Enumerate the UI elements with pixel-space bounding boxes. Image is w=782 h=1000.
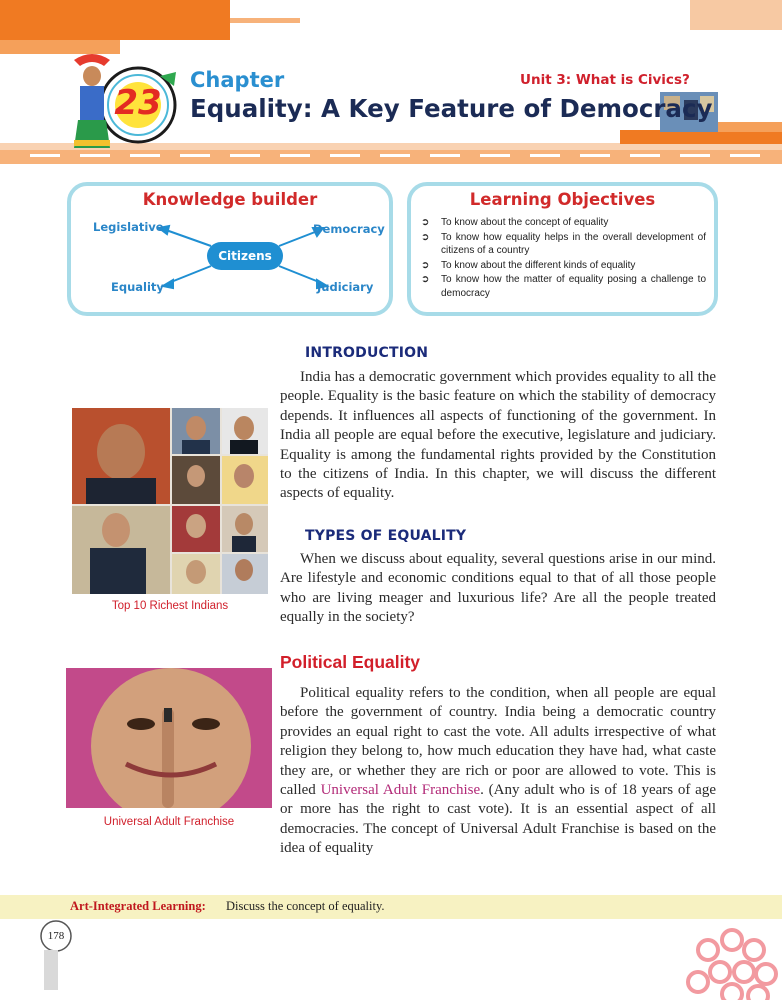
concept-democracy: Democracy <box>313 222 385 236</box>
voter-photo <box>66 668 272 808</box>
concept-judiciary: Judiciary <box>317 280 374 294</box>
chapter-title: Equality: A Key Feature of Democracy <box>190 94 713 123</box>
political-equality-heading: Political Equality <box>280 652 421 672</box>
arrow-bullet-icon: ➲ <box>421 217 430 228</box>
types-paragraph: When we discuss about equality, several questions arise in our mind. Are lifestyle and economic conditions equal to that of all those people who are living meager and luxurious life? Are all the people treated equally in the society? <box>280 551 716 626</box>
franchise-caption: Universal Adult Franchise <box>103 816 235 828</box>
learning-objectives-box <box>407 182 718 316</box>
richest-indians-caption: Top 10 Richest Indians <box>111 600 229 612</box>
art-integrated-text: Discuss the concept of equality. <box>226 899 385 913</box>
arrow-bullet-icon: ➲ <box>421 231 430 243</box>
richest-indians-collage <box>72 408 268 594</box>
universal-adult-franchise-term: Universal Adult Franchise <box>320 782 481 799</box>
chapter-label: Chapter <box>190 68 285 92</box>
knowledge-builder-box <box>67 182 393 316</box>
objective-item: ➲ To know how equality helps in the overall development of citizens of a country <box>421 231 706 256</box>
political-equality-paragraph: Political equality refers to the condition, when all people are equal before the government of country. India being a democratic country provides an equal right to cast the vote. All adults irrespective of what religion they belong to, how much education they have had, what caste they are, or whether they are rich or poor are allowed to vote. This is called Universal Adult Franchise. (Any adult who is of 18 years of age or more has the right to cast vote). It is an essential aspect of all democracies. The concept of Universal Adult Franchise is based on the idea of equality <box>280 685 716 857</box>
chapter-number: 23 <box>114 83 162 123</box>
page-number: 178 <box>47 930 65 942</box>
learning-objectives-title: Learning Objectives <box>469 190 656 209</box>
introduction-paragraph: India has a democratic government which provides equality to all the people. Equality is the basic feature on which the stability of democracy depends. It influences all aspects of functioning of the government. In India all people are equal before the executive, legislature and judiciary. Equality is among the fundamental rights provided by the Constitution to the citizens of India. In this chapter, we will discuss the different aspects of equality. <box>280 369 716 502</box>
arrow-bullet-icon: ➲ <box>421 259 430 271</box>
chapter-header <box>0 0 782 170</box>
unit-label: Unit 3: What is Civics? <box>520 72 690 88</box>
objective-item: ➲ To know about the different kinds of equality <box>421 259 636 271</box>
knowledge-builder-title: Knowledge builder <box>142 190 318 209</box>
objective-item: ➲ To know how the matter of equality posing a challenge to democracy <box>421 274 706 299</box>
concept-equality: Equality <box>111 280 164 294</box>
concept-legislative: Legislative <box>93 220 164 234</box>
introduction-heading: INTRODUCTION <box>305 345 429 361</box>
decorative-circles <box>662 920 782 1000</box>
arrow-bullet-icon: ➲ <box>421 274 430 285</box>
objectives-list <box>421 216 706 301</box>
objective-item: ➲ To know about the concept of equality <box>421 217 609 228</box>
concept-citizens: Citizens <box>207 242 283 270</box>
art-integrated-label: Art-Integrated Learning: <box>70 899 206 913</box>
types-heading: TYPES OF EQUALITY <box>305 528 467 544</box>
